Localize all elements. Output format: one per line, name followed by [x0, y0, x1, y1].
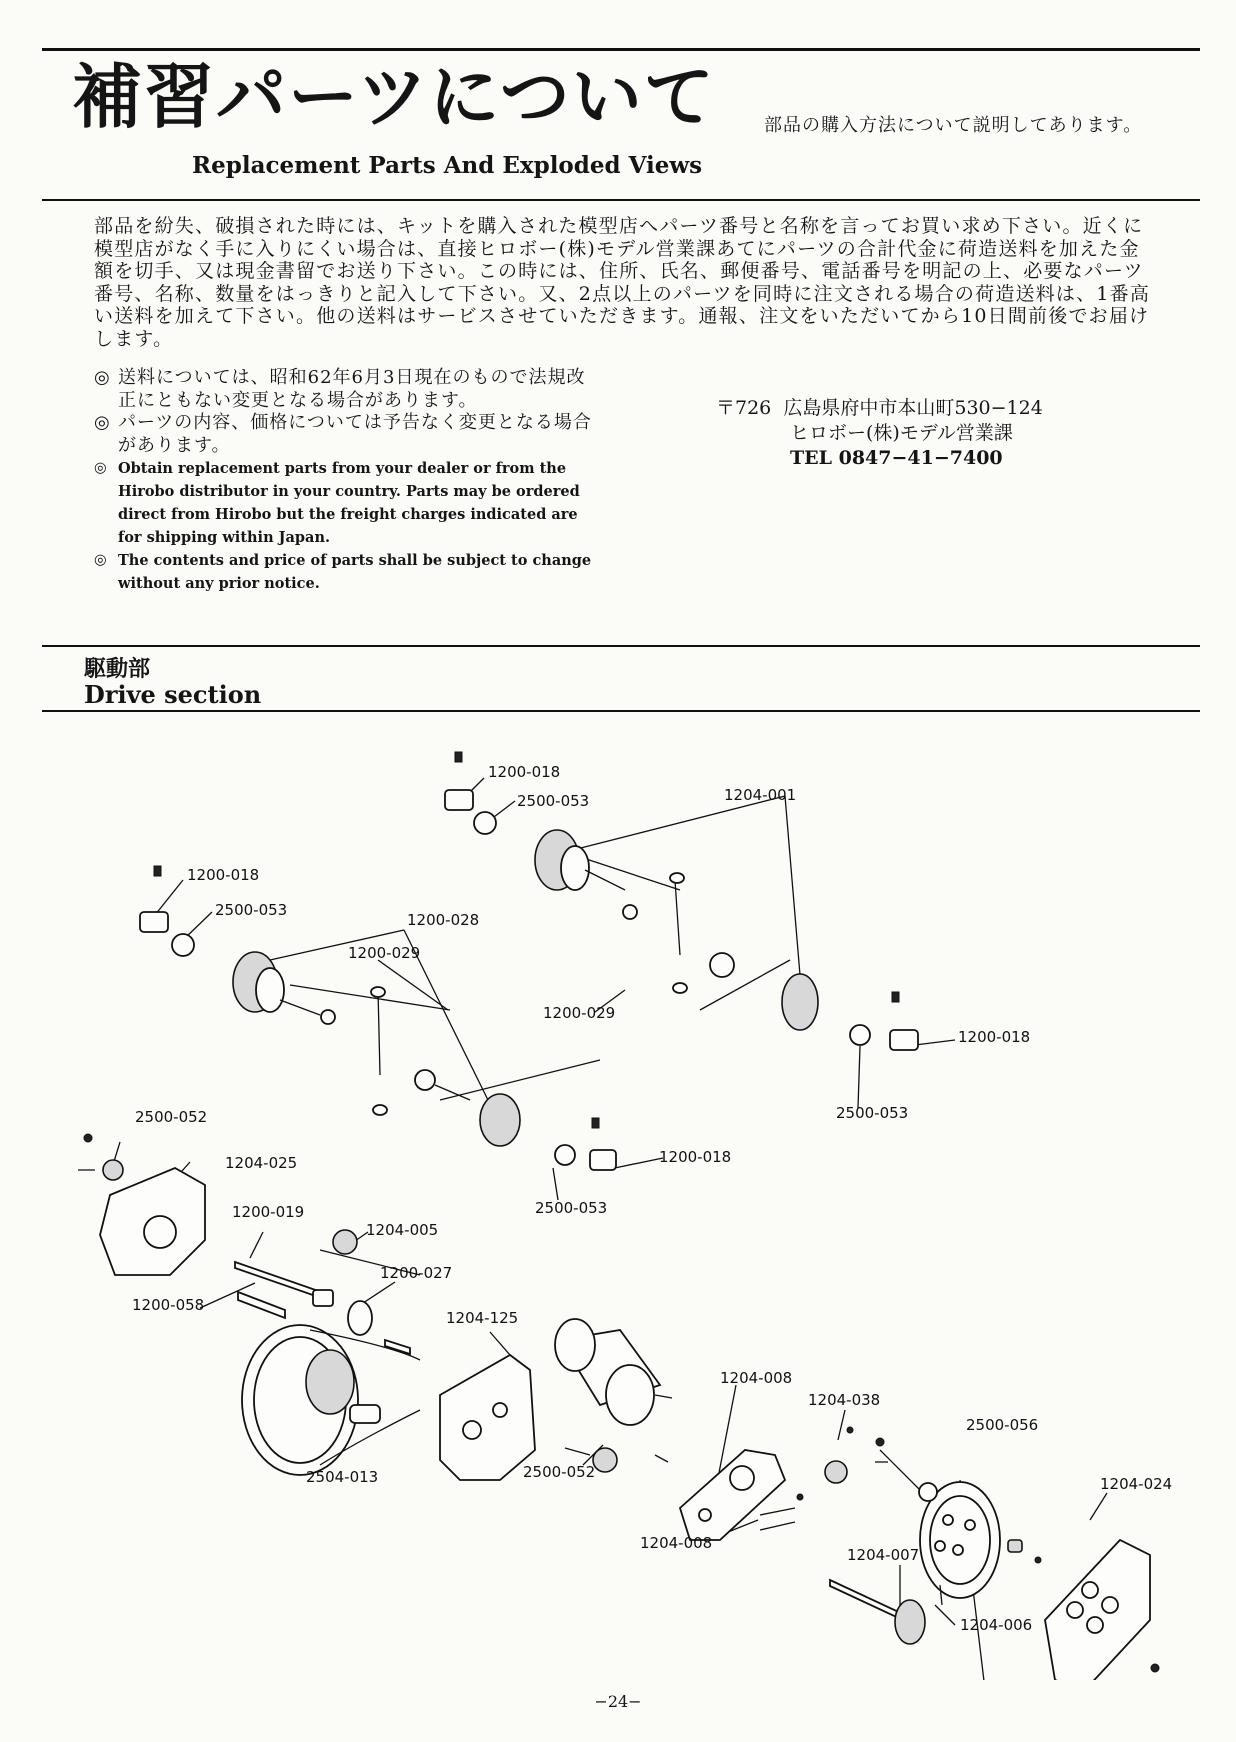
callout-label: 1204-005	[366, 1221, 439, 1239]
callout-label: 1204-007	[847, 1546, 920, 1564]
spacer-lower	[593, 1448, 617, 1472]
contact-address	[716, 396, 1043, 471]
callout-label: 2500-053	[836, 1104, 909, 1122]
callout-label: 1200-018	[659, 1148, 732, 1166]
callout-label: 1204-006	[960, 1616, 1033, 1634]
screw	[655, 1455, 668, 1462]
callout-label: 2500-056	[966, 1416, 1039, 1434]
section-title-ja: 駆動部	[84, 657, 151, 682]
callout-label: 2500-053	[535, 1199, 608, 1217]
address-company: ヒロボー(株)モデル営業課	[790, 422, 1013, 444]
callout-label: 1204-024	[1100, 1475, 1173, 1493]
callout-label: 1204-125	[446, 1309, 519, 1327]
section-rule-bottom	[42, 710, 1200, 712]
callout-label: 1204-025	[225, 1154, 298, 1172]
page-title-ja: 補習パーツについて	[72, 55, 716, 138]
note-item	[94, 367, 600, 412]
callout-label: 1204-001	[724, 786, 797, 804]
gear-cover	[1045, 1540, 1159, 1680]
countershaft	[830, 1580, 942, 1644]
note-text: 送料については、昭和62年6月3日現在のもので法規改正にともない変更となる場合があります。	[118, 367, 586, 411]
intro-paragraph: 部品を紛失、破損された時には、キットを購入された模型店へパーツ番号と名称を言ってお買い求め下さい。近くに模型店がなく手に入りにくい場合は、直接ヒロボー(株)モデル営業課あてにパーツの合計代金に荷造送料を加えた金額を切手、又は現金書留でお送り下さい。この時には、住所、氏名、郵便番号、電話番号を明記の上、必要なパーツ番号、名称、数量をはっきりと記入して下さい。又、2点以上のパーツを同時に注文される場合の荷造送料は、1番高い送料を加えて下さい。他の送料はサービスさせていただきます。通報、注文をいただいてから10日間前後でお届けします。	[94, 215, 1151, 350]
header-rule	[42, 199, 1200, 201]
double-circle-icon: ◎	[94, 367, 111, 388]
address-tel: TEL 0847−41−7400	[790, 447, 1003, 469]
callout-label: 1204-038	[808, 1391, 881, 1409]
gearbox-plate	[78, 1134, 205, 1275]
motor-plate	[680, 1450, 795, 1540]
page-title-en: Replacement Parts And Exploded Views	[192, 152, 703, 179]
callout-label: 1204-008	[640, 1534, 713, 1552]
callout-label: 1200-018	[488, 763, 561, 781]
title-note: 部品の購入方法について説明してあります。	[764, 115, 1143, 136]
callout-label: 1200-018	[958, 1028, 1031, 1046]
postal-code: 〒726	[716, 397, 772, 419]
differential-upper	[445, 752, 918, 1050]
notes-list	[94, 367, 600, 595]
differential-center	[415, 1070, 616, 1170]
spur-gear	[919, 1482, 1041, 1598]
note-item	[94, 412, 600, 457]
callout-label: 2500-053	[517, 792, 590, 810]
top-rule	[42, 48, 1200, 51]
double-circle-icon: ◎	[94, 460, 107, 476]
callout-label: 1200-058	[132, 1296, 205, 1314]
motor-mount	[440, 1355, 535, 1480]
double-circle-icon: ◎	[94, 412, 111, 433]
callout-labels	[132, 763, 1172, 1634]
callout-label: 1204-008	[720, 1369, 793, 1387]
callout-label: 1200-019	[232, 1203, 305, 1221]
section-title-en: Drive section	[84, 680, 262, 709]
callout-label: 2500-052	[135, 1108, 208, 1126]
note-text: Obtain replacement parts from your dealer or from the Hirobo distributor in your country. Parts may be ordered direct from Hirobo but the freight charges indicated are for shipping within Japan.	[118, 460, 580, 546]
motor	[555, 1319, 672, 1425]
screw	[565, 1448, 590, 1455]
note-item	[94, 549, 600, 595]
callout-label: 2500-053	[215, 901, 288, 919]
callout-label: 1200-018	[187, 866, 260, 884]
note-text: パーツの内容、価格については予告なく変更となる場合があります。	[118, 412, 592, 456]
double-circle-icon: ◎	[94, 552, 107, 568]
address-street: 広島県府中市本山町530−124	[783, 397, 1043, 419]
page-number: −24−	[594, 1692, 642, 1711]
drive-exploded-diagram	[0, 720, 1236, 1680]
address-line-1	[716, 396, 1043, 421]
callout-label: 2500-052	[523, 1463, 596, 1481]
callout-label: 1200-028	[407, 911, 480, 929]
callout-label: 1200-027	[380, 1264, 453, 1282]
callout-label: 1200-029	[348, 944, 421, 962]
pinion-gear	[797, 1427, 888, 1500]
callout-label: 2504-013	[306, 1468, 379, 1486]
note-item	[94, 457, 600, 549]
section-rule-top	[42, 645, 1200, 647]
callout-label: 1200-029	[543, 1004, 616, 1022]
note-text: The contents and price of parts shall be subject to change without any prior notice.	[118, 552, 592, 592]
